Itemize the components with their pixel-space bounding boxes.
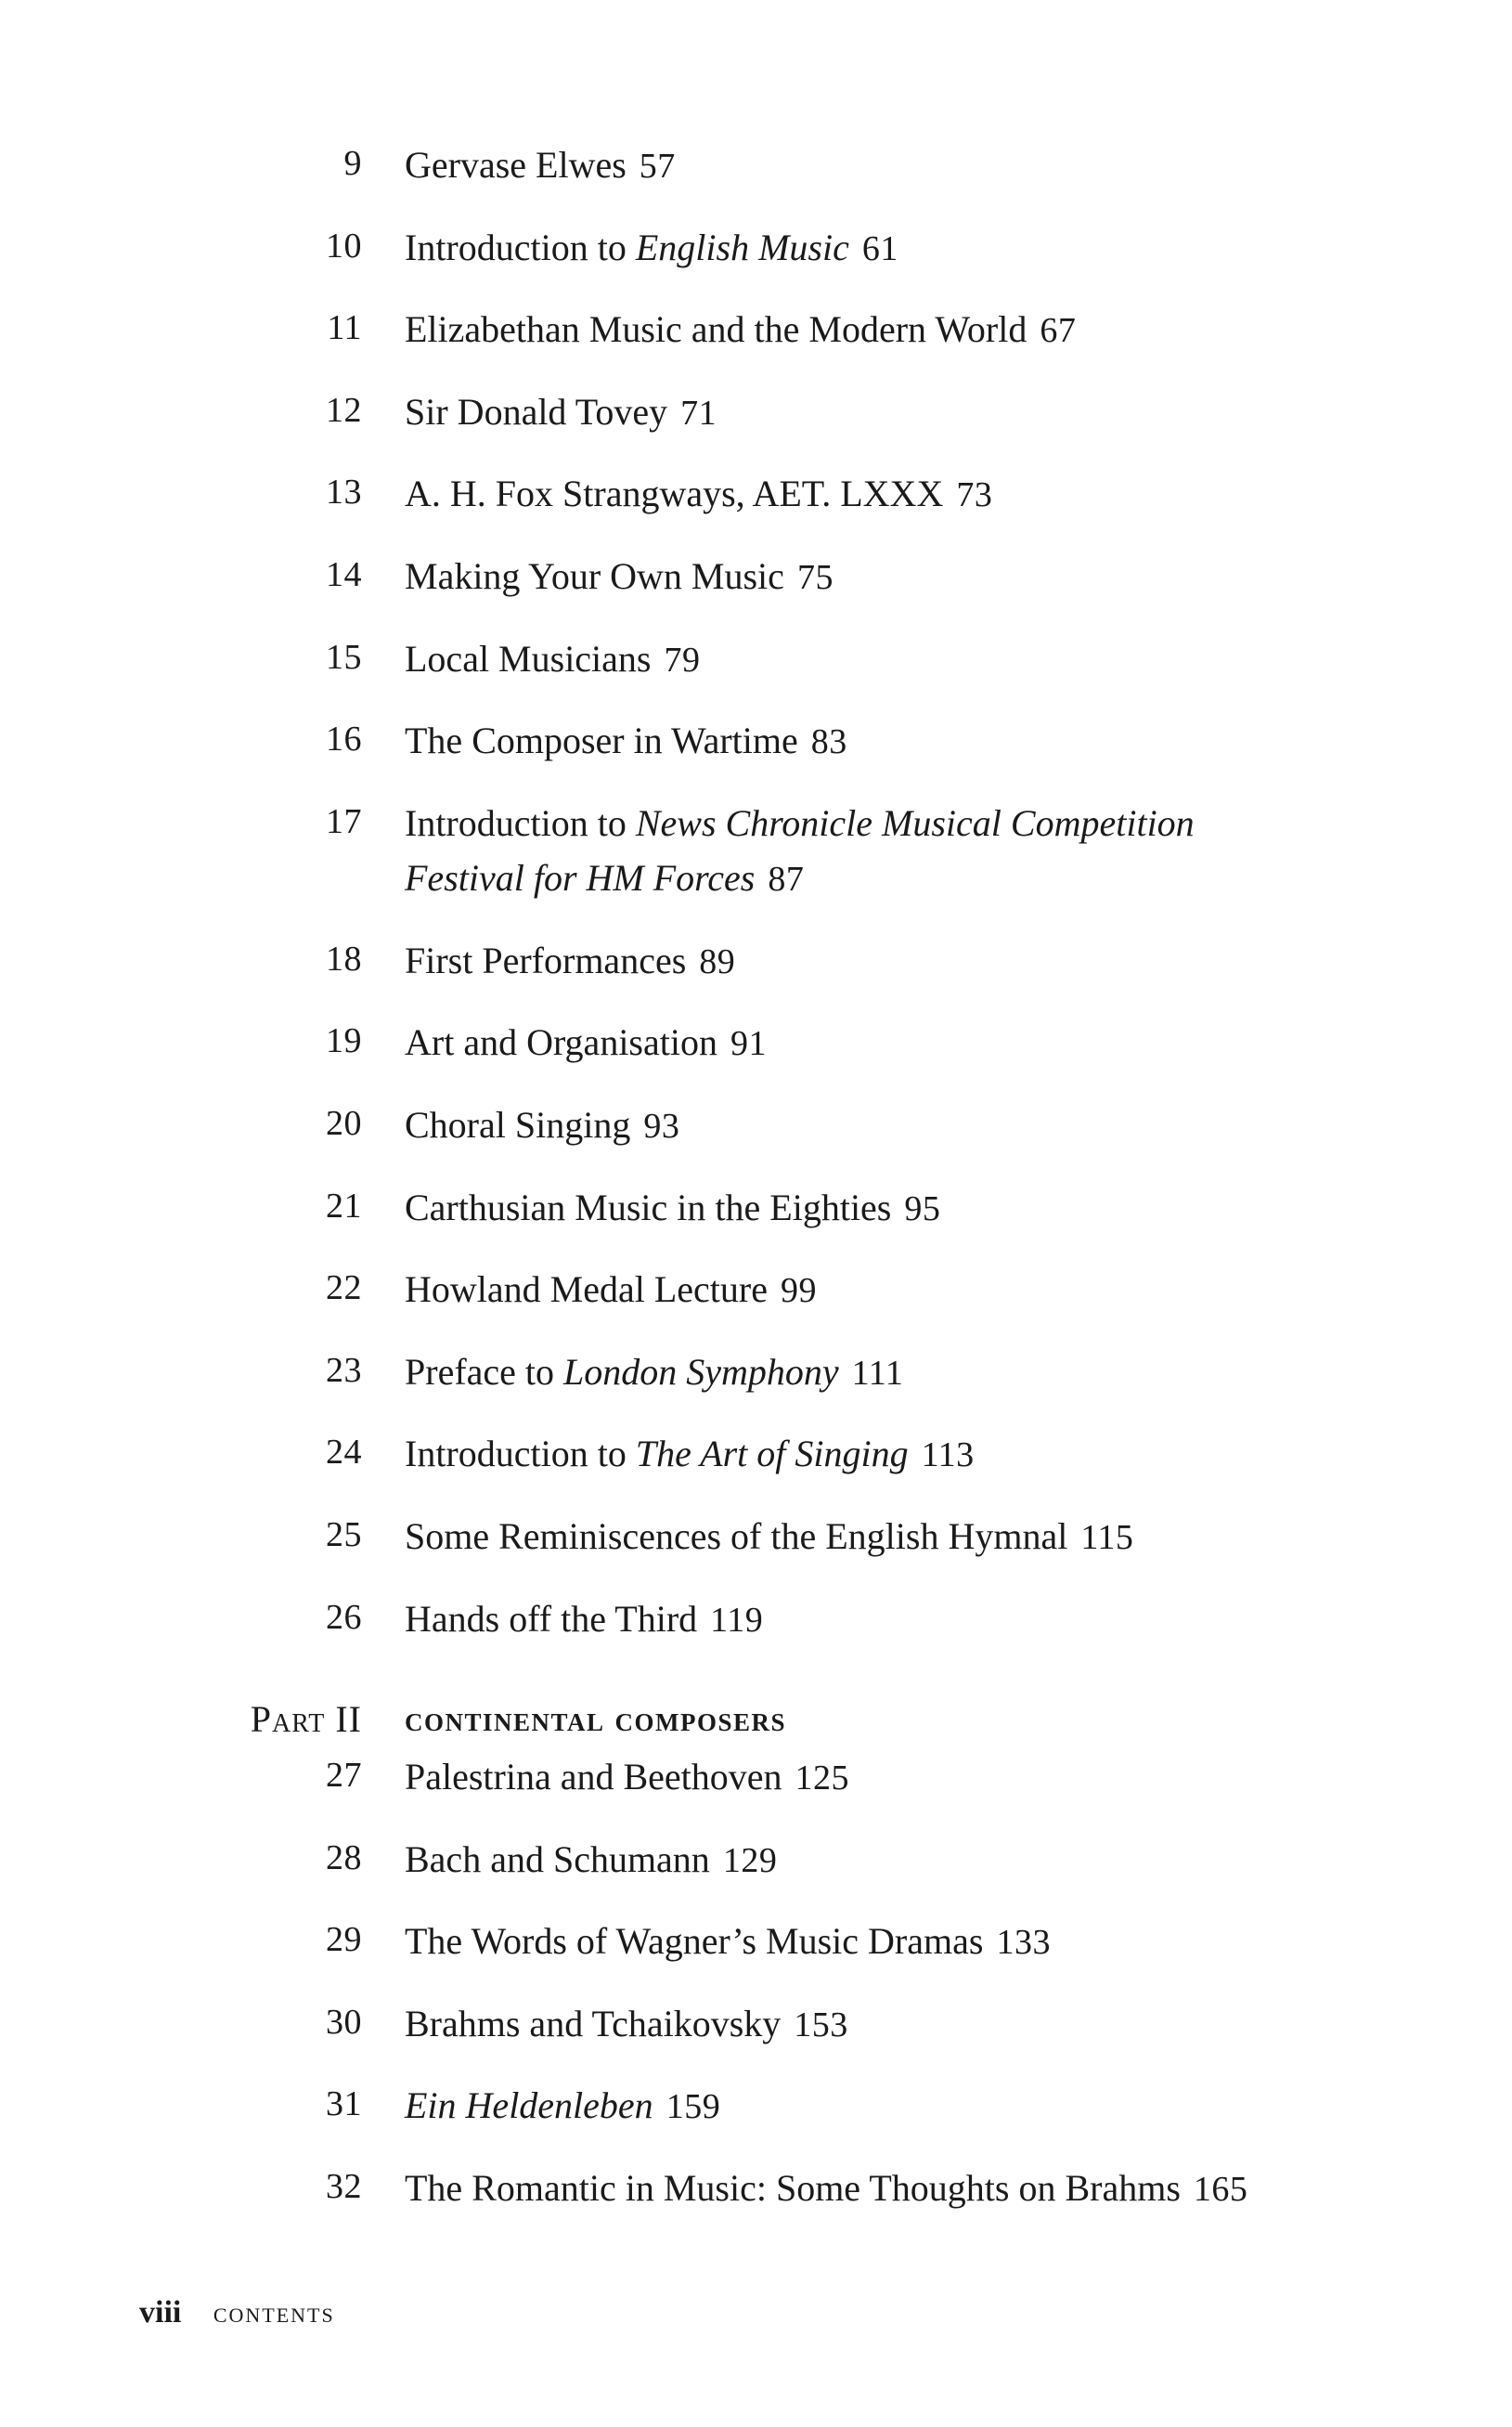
toc-entry xyxy=(0,1996,1512,2079)
chapter-title xyxy=(405,1749,1333,1806)
title-text: Elizabethan Music and the Modern World xyxy=(405,308,1027,351)
toc-entry xyxy=(0,549,1512,631)
title-text: A. H. Fox Strangways, AET. LXXX xyxy=(405,473,944,515)
chapter-title xyxy=(405,1509,1333,1565)
toc-entry xyxy=(0,466,1512,549)
page-ref: 73 xyxy=(956,475,993,515)
part-1-entries xyxy=(0,137,1512,1673)
chapter-title xyxy=(405,1914,1333,1970)
chapter-title xyxy=(405,384,1333,441)
toc-entry xyxy=(0,137,1512,220)
page-ref: 67 xyxy=(1040,311,1077,351)
chapter-number: 18 xyxy=(326,939,362,979)
title-italic: London Symphony xyxy=(563,1350,839,1393)
chapter-number: 30 xyxy=(326,2002,362,2042)
page-ref: 71 xyxy=(680,393,717,433)
toc-entry xyxy=(0,1262,1512,1344)
page-ref: 111 xyxy=(851,1353,904,1393)
title-text: Howland Medal Lecture xyxy=(405,1268,768,1311)
chapter-title xyxy=(405,220,1333,277)
chapter-title xyxy=(405,1832,1333,1888)
chapter-number: 13 xyxy=(326,473,362,513)
chapter-title xyxy=(405,796,1240,907)
title-italic: News Chronicle Musical Competition Festival for HM Forces xyxy=(405,801,1195,899)
page-ref: 115 xyxy=(1080,1517,1134,1557)
toc-entry xyxy=(0,1914,1512,1996)
chapter-title xyxy=(405,933,1333,990)
title-italic: English Music xyxy=(635,226,849,268)
title-text: Gervase Elwes xyxy=(405,144,627,186)
toc-entry xyxy=(0,220,1512,303)
title-text: Sir Donald Tovey xyxy=(405,390,668,433)
page-number: viii xyxy=(139,2295,182,2330)
chapter-number: 31 xyxy=(326,2084,362,2124)
toc-entry xyxy=(0,631,1512,714)
page-ref: 93 xyxy=(643,1106,680,1146)
toc-entry xyxy=(0,713,1512,796)
page-footer xyxy=(139,2290,335,2335)
title-text: Art and Organisation xyxy=(405,1021,717,1064)
title-text: The Words of Wagner’s Music Dramas xyxy=(405,1920,984,1963)
toc-entry xyxy=(0,1591,1512,1674)
chapter-title xyxy=(405,1015,1333,1071)
toc-entry xyxy=(0,796,1512,933)
page-ref: 113 xyxy=(921,1435,975,1475)
title-text: The Composer in Wartime xyxy=(405,720,798,762)
title-text: Making Your Own Music xyxy=(405,554,784,597)
chapter-number: 26 xyxy=(326,1597,362,1637)
title-italic: Ein Heldenleben xyxy=(405,2084,653,2127)
chapter-title xyxy=(405,1097,1333,1154)
toc-entry xyxy=(0,1097,1512,1180)
toc-entry xyxy=(0,2161,1512,2243)
chapter-title xyxy=(405,2078,1333,2135)
toc-entry xyxy=(0,384,1512,467)
part-2-entries xyxy=(0,1749,1512,2243)
title-prefix: Introduction to xyxy=(405,226,636,268)
page-ref: 133 xyxy=(996,1923,1051,1963)
page-ref: 129 xyxy=(722,1840,778,1880)
chapter-number: 21 xyxy=(326,1186,362,1226)
part-title: continental composers xyxy=(405,1700,787,1740)
chapter-title xyxy=(405,1262,1333,1318)
toc-entry xyxy=(0,1426,1512,1509)
chapter-number: 19 xyxy=(326,1021,362,1061)
chapter-title xyxy=(405,713,1333,770)
page-ref: 99 xyxy=(780,1271,817,1311)
toc-entry xyxy=(0,1832,1512,1914)
chapter-number: 25 xyxy=(326,1514,362,1554)
chapter-title xyxy=(405,1591,1333,1648)
page-ref: 57 xyxy=(639,147,676,186)
title-text: First Performances xyxy=(405,939,687,981)
page-ref: 83 xyxy=(810,722,847,762)
chapter-number: 22 xyxy=(326,1268,362,1308)
page-ref: 159 xyxy=(666,2087,721,2127)
part-heading xyxy=(0,1694,1512,1749)
toc-entry xyxy=(0,302,1512,384)
page-ref: 119 xyxy=(710,1600,764,1640)
page-ref: 91 xyxy=(730,1024,767,1064)
chapter-number: 32 xyxy=(326,2167,362,2207)
title-text: Brahms and Tchaikovsky xyxy=(405,2002,782,2044)
page-ref: 75 xyxy=(796,557,834,597)
title-text: Carthusian Music in the Eighties xyxy=(405,1186,892,1228)
toc-entry xyxy=(0,933,1512,1016)
chapter-number: 15 xyxy=(326,637,362,677)
chapter-title xyxy=(405,302,1333,358)
chapter-number: 27 xyxy=(326,1756,362,1796)
chapter-number: 10 xyxy=(326,226,362,266)
toc-entry xyxy=(0,1509,1512,1591)
chapter-number: 24 xyxy=(326,1433,362,1473)
chapter-number: 14 xyxy=(326,554,362,594)
title-text: Bach and Schumann xyxy=(405,1837,710,1880)
chapter-title xyxy=(405,631,1333,688)
chapter-number: 23 xyxy=(326,1350,362,1390)
table-of-contents xyxy=(0,137,1512,2243)
page-ref: 125 xyxy=(795,1759,850,1798)
chapter-title xyxy=(405,1180,1333,1237)
running-head: contents xyxy=(213,2295,335,2329)
chapter-number: 12 xyxy=(326,390,362,430)
chapter-number: 11 xyxy=(327,308,362,348)
page-ref: 153 xyxy=(794,2005,848,2044)
chapter-number: 29 xyxy=(326,1920,362,1960)
title-text: Choral Singing xyxy=(405,1103,631,1146)
title-text: Local Musicians xyxy=(405,637,652,680)
toc-entry xyxy=(0,1344,1512,1427)
toc-entry xyxy=(0,1015,1512,1097)
chapter-number: 17 xyxy=(326,801,362,841)
title-text: Palestrina and Beethoven xyxy=(405,1756,782,1798)
title-text: The Romantic in Music: Some Thoughts on Brahms xyxy=(405,2167,1181,2210)
page-ref: 61 xyxy=(861,228,898,268)
title-text: Some Reminiscences of the English Hymnal xyxy=(405,1514,1068,1557)
chapter-title xyxy=(405,549,1333,605)
title-text: Hands off the Third xyxy=(405,1597,698,1640)
chapter-number: 28 xyxy=(326,1837,362,1877)
toc-entry xyxy=(0,2078,1512,2161)
page-ref: 95 xyxy=(904,1188,941,1228)
chapter-title xyxy=(405,137,1333,194)
title-italic: The Art of Singing xyxy=(635,1433,909,1475)
part-label: Part II xyxy=(250,1698,362,1741)
chapter-title xyxy=(405,2161,1333,2217)
chapter-title xyxy=(405,1426,1333,1483)
chapter-number: 16 xyxy=(326,720,362,759)
chapter-number: 9 xyxy=(343,144,362,183)
toc-entry xyxy=(0,1749,1512,1832)
title-prefix: Introduction to xyxy=(405,1433,636,1475)
chapter-number: 20 xyxy=(326,1103,362,1143)
page-ref: 89 xyxy=(699,941,736,981)
toc-entry xyxy=(0,1180,1512,1263)
page-ref: 87 xyxy=(768,859,805,899)
title-prefix: Preface to xyxy=(405,1350,564,1393)
title-prefix: Introduction to xyxy=(405,801,636,844)
chapter-title xyxy=(405,1344,1333,1401)
chapter-title xyxy=(405,466,1333,523)
page-ref: 165 xyxy=(1193,2170,1248,2210)
chapter-title xyxy=(405,1996,1333,2053)
page-ref: 79 xyxy=(664,640,701,680)
